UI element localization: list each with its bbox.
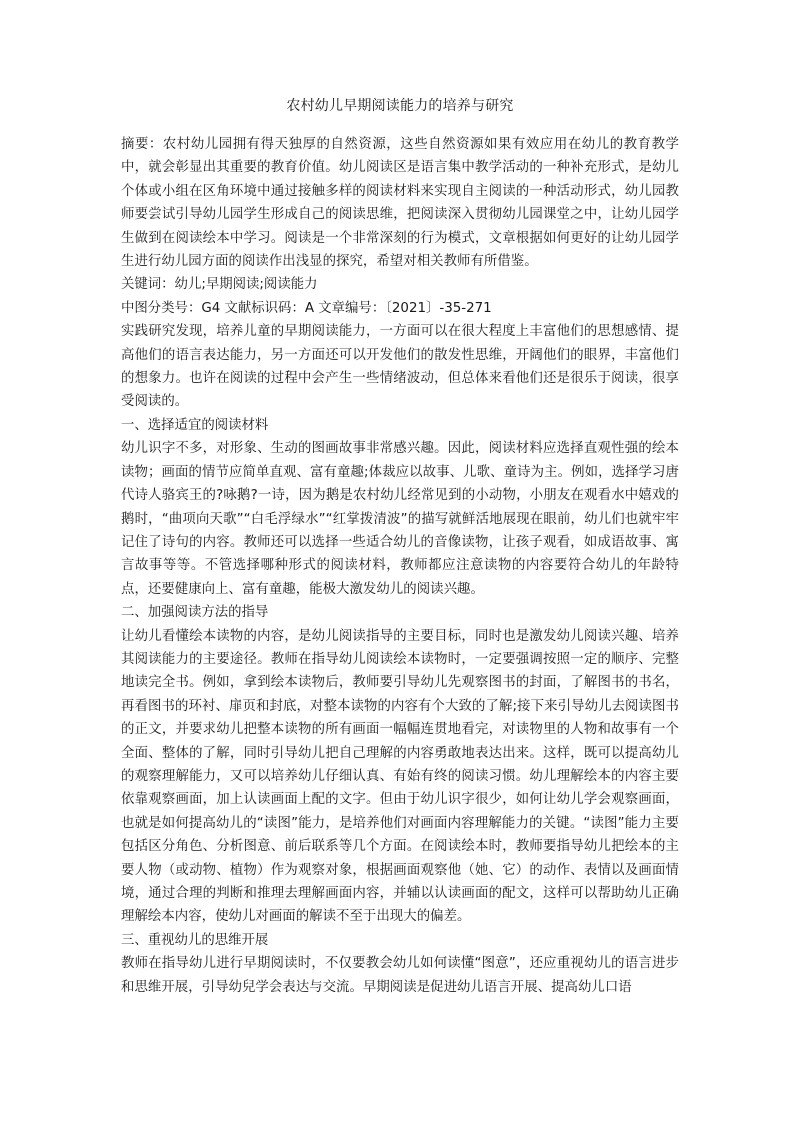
keywords-line: 关键词：幼儿;早期阅读;阅读能力 xyxy=(121,277,318,293)
abstract-paragraph: 摘要：农村幼儿园拥有得天独厚的自然资源，这些自然资源如果有效应用在幼儿的教育教学中，就会彰显出其重要的教育价值。幼儿阅读区是语言集中教学活动的一种补充形式，是幼儿个体或小组在区角环境中通过接触多样的阅读材料来实现自主阅读的一种活动形式，幼儿园教师要尝试引导幼儿园学生形成自己的阅读思维，把阅读深入贯彻幼儿园课堂之中，让幼儿园学生做到在阅读绘本中学习。阅读是一个非常深刻的行为模式，文章根据如何更好的让幼儿园学生进行幼儿园方面的阅读作出浅显的探究，希望对相关教师有所借鉴。 xyxy=(121,137,679,270)
document-page xyxy=(121,96,679,999)
section-1-body: 幼儿识字不多，对形象、生动的图画故事非常感兴趣。因此，阅读材料应选择直观性强的绘本读物；画面的情节应简单直观、富有童趣;体裁应以故事、儿歌、童诗为主。例如，选择学习唐代诗人骆宾王的?咏鹅?一诗，因为鹅是农村幼儿经常见到的小动物，小朋友在观看水中嬉戏的鹅时，“曲项向天歌”“白毛浮绿水”“红掌拨清波”的描写就鲜活地展现在眼前，幼儿们也就牢牢记住了诗句的内容。教师还可以选择一些适合幼儿的音像读物，让孩子观看，如成语故事、寓言故事等等。不管选择哪种形式的阅读材料，教师都应注意读物的内容要符合幼儿的年龄特点，还要健康向上、富有童趣，能极大激发幼儿的阅读兴趣。 xyxy=(121,441,679,597)
section-2-body: 让幼儿看懂绘本读物的内容，是幼儿阅读指导的主要目标，同时也是激发幼儿阅读兴趣、培养其阅读能力的主要途径。教师在指导幼儿阅读绘本读物时，一定要强调按照一定的顺序、完整地读完全书。例如，拿到绘本读物后，教师要引导幼儿先观察图书的封面，了解图书的书名，再看图书的环衬、扉页和封底，对整本读物的内容有个大致的了解;接下来引导幼儿去阅读图书的正文，并要求幼儿把整本读物的所有画面一幅幅连贯地看完，对读物里的人物和故事有一个全面、整体的了解，同时引导幼儿把自己理解的内容勇敢地表达出来。这样，既可以提高幼儿的观察理解能力，又可以培养幼儿仔细认真、有始有终的阅读习惯。幼儿理解绘本的内容主要依靠观察画面，加上认读画面上配的文字。但由于幼儿识字很少，如何让幼儿学会观察画面，也就是如何提高幼儿的“读图”能力，是培养他们对画面内容理解能力的关键。“读图”能力主要包括区分角色、分析图意、前后联系等几个方面。在阅读绘本时，教师要指导幼儿把绘本的主要人物（或动物、植物）作为观察对象，根据画面观察他（她、它）的动作、表情以及画面情境，通过合理的判断和推理去理解画面内容，并辅以认读画面的配文，这样可以帮助幼儿正确理解绘本内容，使幼儿对画面的解读不至于出现大的偏差。 xyxy=(121,628,679,925)
section-1-heading: 一、选择适宜的阅读材料 xyxy=(121,417,269,433)
section-2-heading: 二、加强阅读方法的指导 xyxy=(121,605,269,621)
section-3-body: 教师在指导幼儿进行早期阅读时，不仅要教会幼儿如何读懂“图意”，还应重视幼儿的语言进步和思维开展，引导幼兒学会表达与交流。早期阅读是促进幼儿语言开展、提高幼儿口语 xyxy=(121,956,679,995)
section-3-heading: 三、重视幼儿的思维开展 xyxy=(121,932,269,948)
document-title: 农村幼儿早期阅读能力的培养与研究 xyxy=(286,98,514,114)
intro-paragraph: 实践研究发现，培养儿童的早期阅读能力，一方面可以在很大程度上丰富他们的思想感情、提高他们的语言表达能力，另一方面还可以开发他们的散发性思维，开阔他们的眼界，丰富他们的想象力。也许在阅读的过程中会产生一些情绪波动，但总体来看他们还是很乐于阅读，很享受阅读的。 xyxy=(121,324,679,410)
classification-line: 中图分类号：G4 文献标识码：A 文章编号：〔2021〕-35-271 xyxy=(121,300,492,316)
